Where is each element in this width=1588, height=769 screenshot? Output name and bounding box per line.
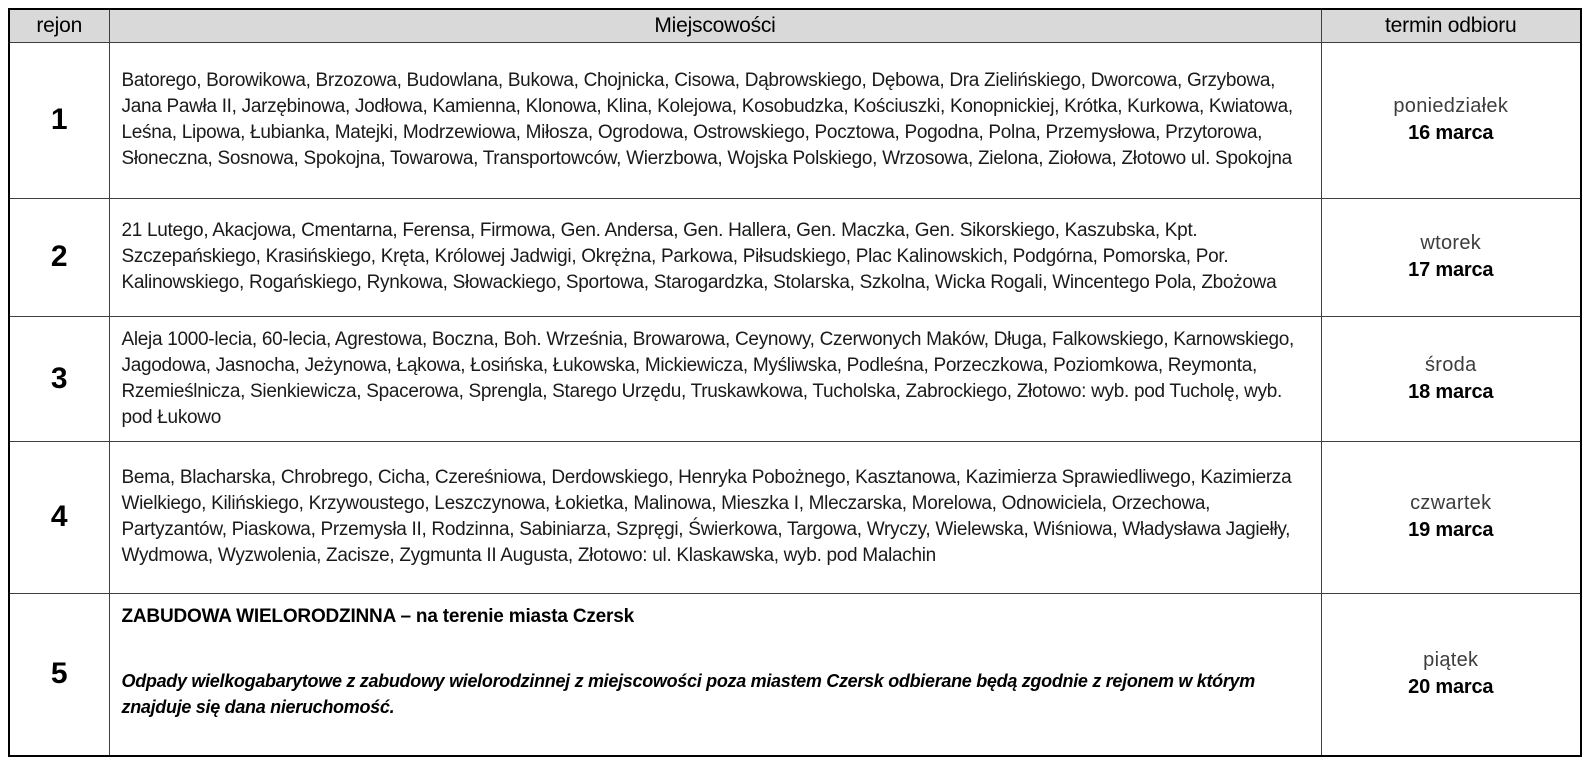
pickup-day: poniedziałek: [1393, 95, 1509, 117]
pickup-date-cell: [1321, 316, 1581, 441]
pickup-day: piątek: [1423, 649, 1479, 672]
pickup-date: 17 marca: [1408, 259, 1494, 281]
pickup-date: 16 marca: [1408, 122, 1494, 144]
localities-cell: Batorego, Borowikowa, Brzozowa, Budowlana, Bukowa, Chojnicka, Cisowa, Dąbrowskiego, Dębowa, Dra Zielińskiego, Dworcowa, Grzybowa, Jana Pawła II, Jarzębinowa, Jodłowa, Kamienna, Klonowa, Klina, Kolejowa, Kosobudzka, Kościuszki, Konopnickiej, Krótka, Kurkowa, Kwiatowa, Leśna, Lipowa, Łubianka, Matejki, Modrzewiowa, Miłosza, Ogrodowa, Ostrowskiego, Pocztowa, Pogodna, Polna, Przemysłowa, Przytorowa, Słoneczna, Sosnowa, Spokojna, Towarowa, Transportowców, Wierzbowa, Wojska Polskiego, Wrzosowa, Zielona, Ziołowa, Złotowo ul. Spokojna: [109, 42, 1321, 198]
pickup-schedule-table: [8, 8, 1582, 757]
pickup-date-cell: [1321, 441, 1581, 593]
pickup-day: środa: [1424, 353, 1477, 376]
multi-family-heading: ZABUDOWA WIELORODZINNA – na terenie miasta Czersk: [121, 605, 634, 627]
pickup-date-cell: [1321, 198, 1581, 316]
table-row-region-5: [9, 593, 1581, 756]
pickup-day: wtorek: [1420, 232, 1482, 254]
pickup-day: czwartek: [1410, 492, 1492, 514]
table-row-region-2: [9, 198, 1581, 316]
region-number: 1: [9, 42, 109, 198]
localities-cell: Aleja 1000-lecia, 60-lecia, Agrestowa, Boczna, Boh. Września, Browarowa, Ceynowy, Czerwonych Maków, Długa, Falkowskiego, Karnowskiego, Jagodowa, Jasnocha, Jeżynowa, Łąkowa, Łosińska, Łukowska, Mickiewicza, Myśliwska, Podleśna, Porzeczkowa, Poziomkowa, Reymonta, Rzemieślnicza, Sienkiewicza, Spacerowa, Sprengla, Starego Urzędu, Truskawkowa, Tucholska, Zabrockiego, Złotowo: wyb. pod Tucholę, wyb. pod Łukowo: [109, 316, 1321, 441]
localities-cell: Bema, Blacharska, Chrobrego, Cicha, Czereśniowa, Derdowskiego, Henryka Pobożnego, Kasztanowa, Kazimierza Sprawiedliwego, Kazimierza Wielkiego, Kilińskiego, Krzywoustego, Leszczynowa, Łokietka, Malinowa, Mieszka I, Mleczarska, Morelowa, Odnowiciela, Orzechowa, Partyzantów, Piaskowa, Przemysła II, Rodzinna, Sabiniarza, Szpręgi, Świerkowa, Targowa, Wryczy, Wielewska, Wiśniowa, Władysława Jagiełły, Wydmowa, Wyzwolenia, Zacisze, Zygmunta II Augusta, Złotowo: ul. Klaskawska, wyb. pod Malachin: [109, 441, 1321, 593]
region-number: 4: [9, 441, 109, 593]
multi-family-cell: [109, 593, 1321, 756]
col-header-rejon: rejon: [9, 9, 109, 42]
pickup-date-cell: [1321, 593, 1581, 756]
region-number: 5: [9, 593, 109, 756]
table-row-region-1: [9, 42, 1581, 198]
region-number: 2: [9, 198, 109, 316]
table-row-region-4: [9, 441, 1581, 593]
pickup-date: 19 marca: [1408, 519, 1494, 541]
header-row: [9, 9, 1581, 42]
pickup-date-cell: [1321, 42, 1581, 198]
col-header-miejscowosci: Miejscowości: [109, 9, 1321, 42]
localities-cell: 21 Lutego, Akacjowa, Cmentarna, Ferensa, Firmowa, Gen. Andersa, Gen. Hallera, Gen. Maczka, Gen. Sikorskiego, Kaszubska, Kpt. Szczepańskiego, Krasińskiego, Kręta, Królowej Jadwigi, Okrężna, Parkowa, Piłsudskiego, Plac Kalinowskich, Podgórna, Pomorska, Por. Kalinowskiego, Rogańskiego, Rynkowa, Słowackiego, Sportowa, Starogardzka, Stolarska, Szkolna, Wicka Rogali, Wincentego Pola, Zbożowa: [109, 198, 1321, 316]
pickup-date: 20 marca: [1408, 676, 1494, 699]
multi-family-note: Odpady wielkogabarytowe z zabudowy wielorodzinnej z miejscowości poza miastem Czersk odbierane będą zgodnie z rejonem w którym znajduje się dana nieruchomość.: [121, 670, 1255, 717]
col-header-termin-odbioru: termin odbioru: [1321, 9, 1581, 42]
pickup-date: 18 marca: [1408, 380, 1494, 403]
region-number: 3: [9, 316, 109, 441]
table-row-region-3: [9, 316, 1581, 441]
